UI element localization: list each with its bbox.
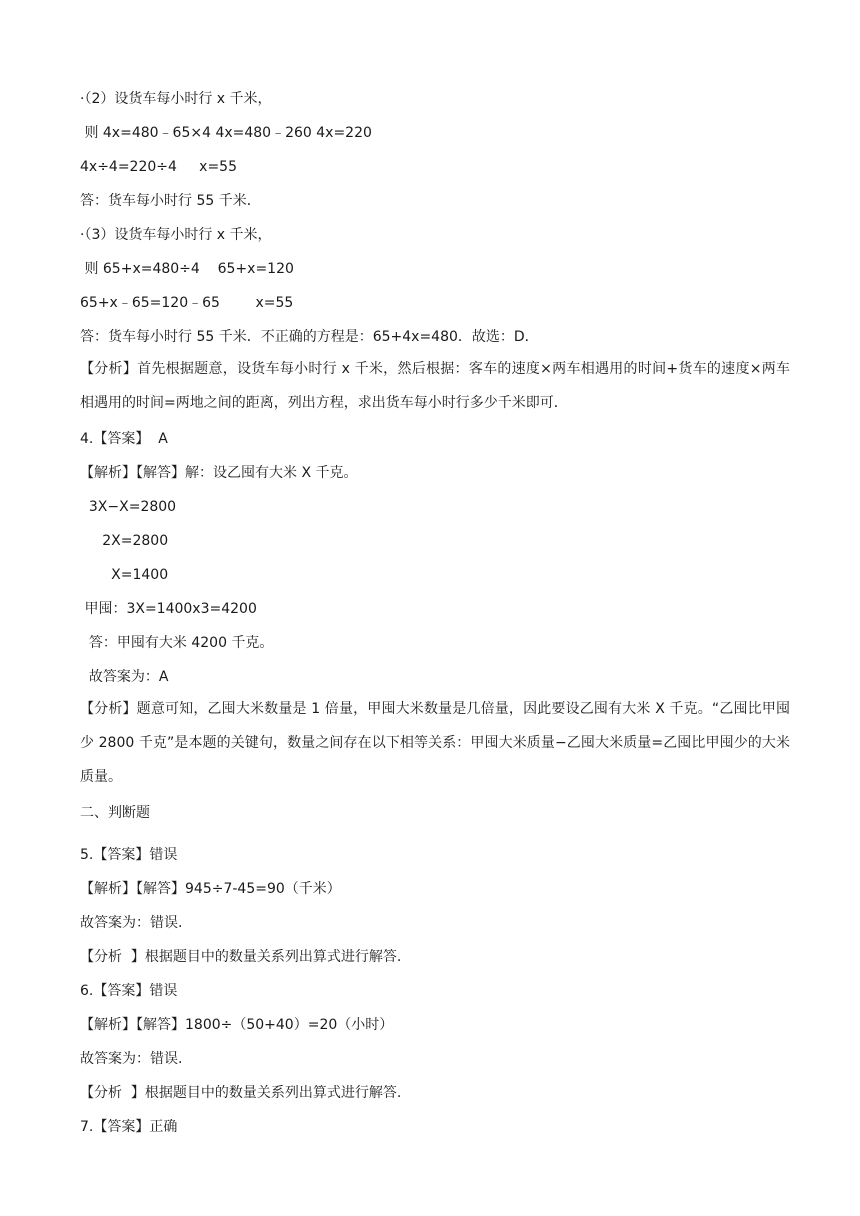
q6-solution: 【解析】【解答】1800÷（50+40）=20（小时） <box>80 1017 394 1033</box>
q4-final-answer: 故答案为：A <box>80 669 169 685</box>
q6-answer: 6.【答案】错误 <box>80 983 178 999</box>
section-heading-judgment: 二、判断题 <box>80 805 150 821</box>
analysis-paragraph-q4: 【分析】题意可知，乙囤大米数量是 1 倍量，甲囤大米数量是几倍量，因此要设乙囤有大米 X 千克。“乙囤比甲囤少 2800 千克”是本题的关键句，数量之间存在以下相等关系：甲囤大米质量−乙囤大米质量=乙囤比甲囤少的大米质量。 <box>80 701 790 785</box>
q6-analysis: 【分析 】根据题目中的数量关系列出算式进行解答. <box>80 1085 402 1101</box>
solution-step-3-answer: 答：货车每小时行 55 千米．不正确的方程是：65+4x=480．故选：D． <box>80 329 539 345</box>
q4-equation-4: 甲囤：3X=1400x3=4200 <box>80 601 257 617</box>
q7-answer: 7.【答案】正确 <box>80 1119 178 1135</box>
solution-step-3-equation: 则 65+x=480÷4 65+x=120 <box>80 261 294 277</box>
solution-step-2-result: 4x÷4=220÷4 x=55 <box>80 159 238 175</box>
q5-final-answer: 故答案为：错误. <box>80 915 183 931</box>
solution-step-2-setup: ·（2）设货车每小时行 x 千米， <box>80 91 272 107</box>
q4-answer-text: 答：甲囤有大米 4200 千克。 <box>80 635 274 651</box>
solution-step-2-equation: 则 4x=480﹣65×4 4x=480﹣260 4x=220 <box>80 125 372 141</box>
solution-step-3-result: 65+x﹣65=120﹣65 x=55 <box>80 295 294 311</box>
q5-solution: 【解析】【解答】945÷7-45=90（千米） <box>80 881 341 897</box>
q4-equation-2: 2X=2800 <box>80 533 169 549</box>
solution-step-2-answer: 答：货车每小时行 55 千米． <box>80 193 261 209</box>
q6-final-answer: 故答案为：错误. <box>80 1051 183 1067</box>
q4-answer: 4.【答案】 A <box>80 431 168 447</box>
q4-equation-3: X=1400 <box>80 567 169 583</box>
solution-step-3-setup: ·（3）设货车每小时行 x 千米， <box>80 227 272 243</box>
q5-analysis: 【分析 】根据题目中的数量关系列出算式进行解答. <box>80 949 402 965</box>
q4-solution-intro: 【解析】【解答】解：设乙囤有大米 X 千克。 <box>80 465 358 481</box>
analysis-paragraph-q3: 【分析】首先根据题意，设货车每小时行 x 千米，然后根据：客车的速度×两车相遇用的时间+货车的速度×两车相遇用的时间=两地之间的距离，列出方程，求出货车每小时行多少千米即可． <box>80 361 790 411</box>
q4-equation-1: 3X−X=2800 <box>80 499 177 515</box>
q5-answer: 5.【答案】错误 <box>80 847 178 863</box>
